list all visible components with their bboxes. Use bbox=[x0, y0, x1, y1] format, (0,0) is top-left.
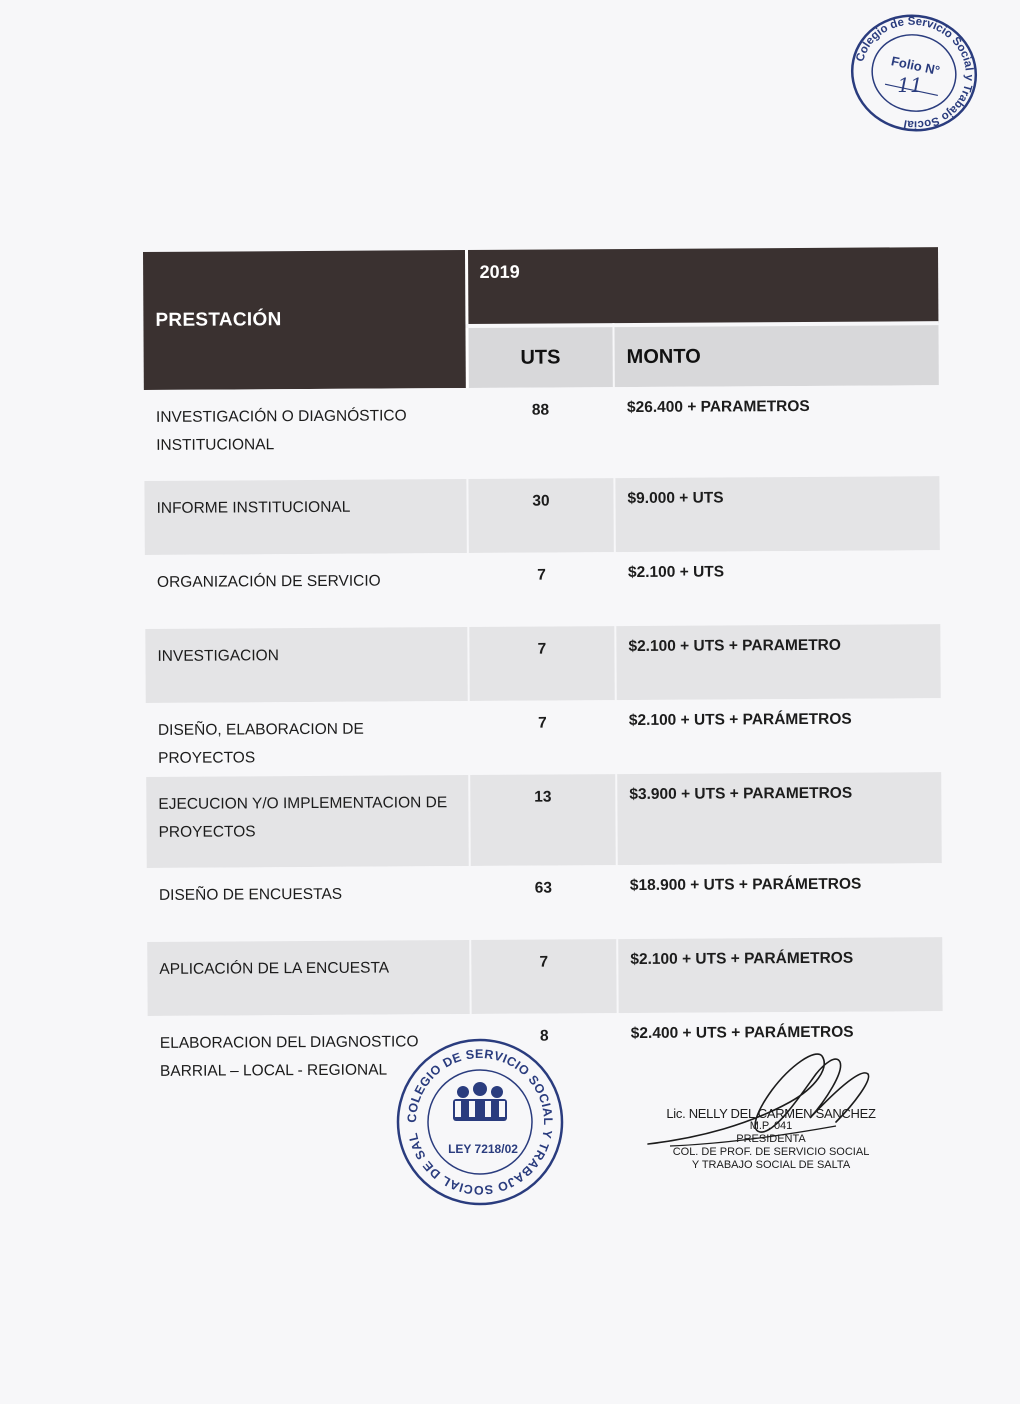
header-monto: MONTO bbox=[613, 323, 938, 387]
monto-cell: $18.900 + UTS + PARÁMETROS bbox=[617, 863, 942, 939]
uts-cell: 88 bbox=[467, 387, 615, 479]
signer-role: PRESIDENTA bbox=[736, 1133, 806, 1145]
prestacion-cell: APLICACIÓN DE LA ENCUESTA bbox=[147, 940, 470, 1016]
table-row bbox=[146, 772, 942, 868]
uts-cell: 8 bbox=[471, 1013, 619, 1105]
uts-cell: 30 bbox=[467, 478, 614, 553]
table-row bbox=[144, 385, 940, 481]
seal-law: LEY 7218/02 bbox=[448, 1142, 518, 1156]
seal-emblem-icon bbox=[453, 1082, 507, 1121]
prestacion-cell: INFORME INSTITUCIONAL bbox=[144, 479, 467, 555]
signer-org-line1: COL. DE PROF. DE SERVICIO SOCIAL bbox=[672, 1146, 870, 1158]
prestacion-cell: DISEÑO, ELABORACION DE PROYECTOS bbox=[146, 701, 469, 777]
table-row bbox=[146, 698, 941, 777]
header-year: 2019 bbox=[466, 247, 938, 326]
fee-table bbox=[143, 247, 943, 1107]
prestacion-cell: ELABORACION DEL DIAGNOSTICO BARRIAL – LOCAL - REGIONAL bbox=[148, 1014, 472, 1107]
table-row bbox=[145, 624, 940, 703]
institution-seal bbox=[395, 1037, 565, 1207]
uts-cell: 13 bbox=[469, 774, 617, 866]
uts-cell: 7 bbox=[469, 700, 616, 775]
signer-mp: M.P. 041 bbox=[749, 1120, 793, 1132]
seal-ring-text: COLEGIO DE SERVICIO SOCIAL Y TRABAJO SOCIAL DE SALTA bbox=[404, 1046, 556, 1198]
monto-cell: $9.000 + UTS bbox=[614, 476, 939, 552]
prestacion-cell: EJECUCION Y/O IMPLEMENTACION DE PROYECTOS bbox=[146, 775, 470, 868]
folio-label: Folio N° bbox=[889, 53, 942, 79]
monto-cell: $2.100 + UTS + PARÁMETROS bbox=[617, 937, 942, 1013]
monto-cell: $2.400 + UTS + PARÁMETROS bbox=[618, 1011, 944, 1104]
header-uts: UTS bbox=[466, 325, 613, 388]
table-row bbox=[147, 863, 942, 942]
monto-cell: $3.900 + UTS + PARAMETROS bbox=[616, 772, 942, 865]
monto-cell: $26.400 + PARAMETROS bbox=[614, 385, 940, 478]
monto-cell: $2.100 + UTS bbox=[615, 550, 940, 626]
signer-org-line2: Y TRABAJO SOCIAL DE SALTA bbox=[691, 1159, 851, 1171]
uts-cell: 7 bbox=[470, 939, 617, 1014]
signature-block bbox=[658, 1107, 884, 1172]
table-row bbox=[144, 476, 939, 555]
prestacion-cell: INVESTIGACIÓN O DIAGNÓSTICO INSTITUCIONAL bbox=[144, 388, 468, 481]
folio-stamp bbox=[848, 12, 980, 134]
table-row bbox=[147, 937, 942, 1016]
monto-cell: $2.100 + UTS + PARÁMETROS bbox=[616, 698, 941, 774]
header-prestacion: PRESTACIÓN bbox=[143, 250, 467, 390]
signer-name: Lic. NELLY DEL CARMEN SANCHEZ bbox=[666, 1106, 876, 1121]
uts-cell: 7 bbox=[468, 626, 615, 701]
table-row bbox=[145, 550, 940, 629]
monto-cell: $2.100 + UTS + PARAMETRO bbox=[615, 624, 940, 700]
uts-cell: 63 bbox=[470, 865, 617, 940]
folio-ring-text: Colegio de Servicio Social y Trabajo Social bbox=[854, 15, 975, 131]
prestacion-cell: DISEÑO DE ENCUESTAS bbox=[147, 866, 470, 942]
prestacion-cell: INVESTIGACION bbox=[145, 627, 468, 703]
prestacion-cell: ORGANIZACIÓN DE SERVICIO bbox=[145, 553, 468, 629]
uts-cell: 7 bbox=[468, 552, 615, 627]
folio-number: 11 bbox=[897, 73, 923, 97]
